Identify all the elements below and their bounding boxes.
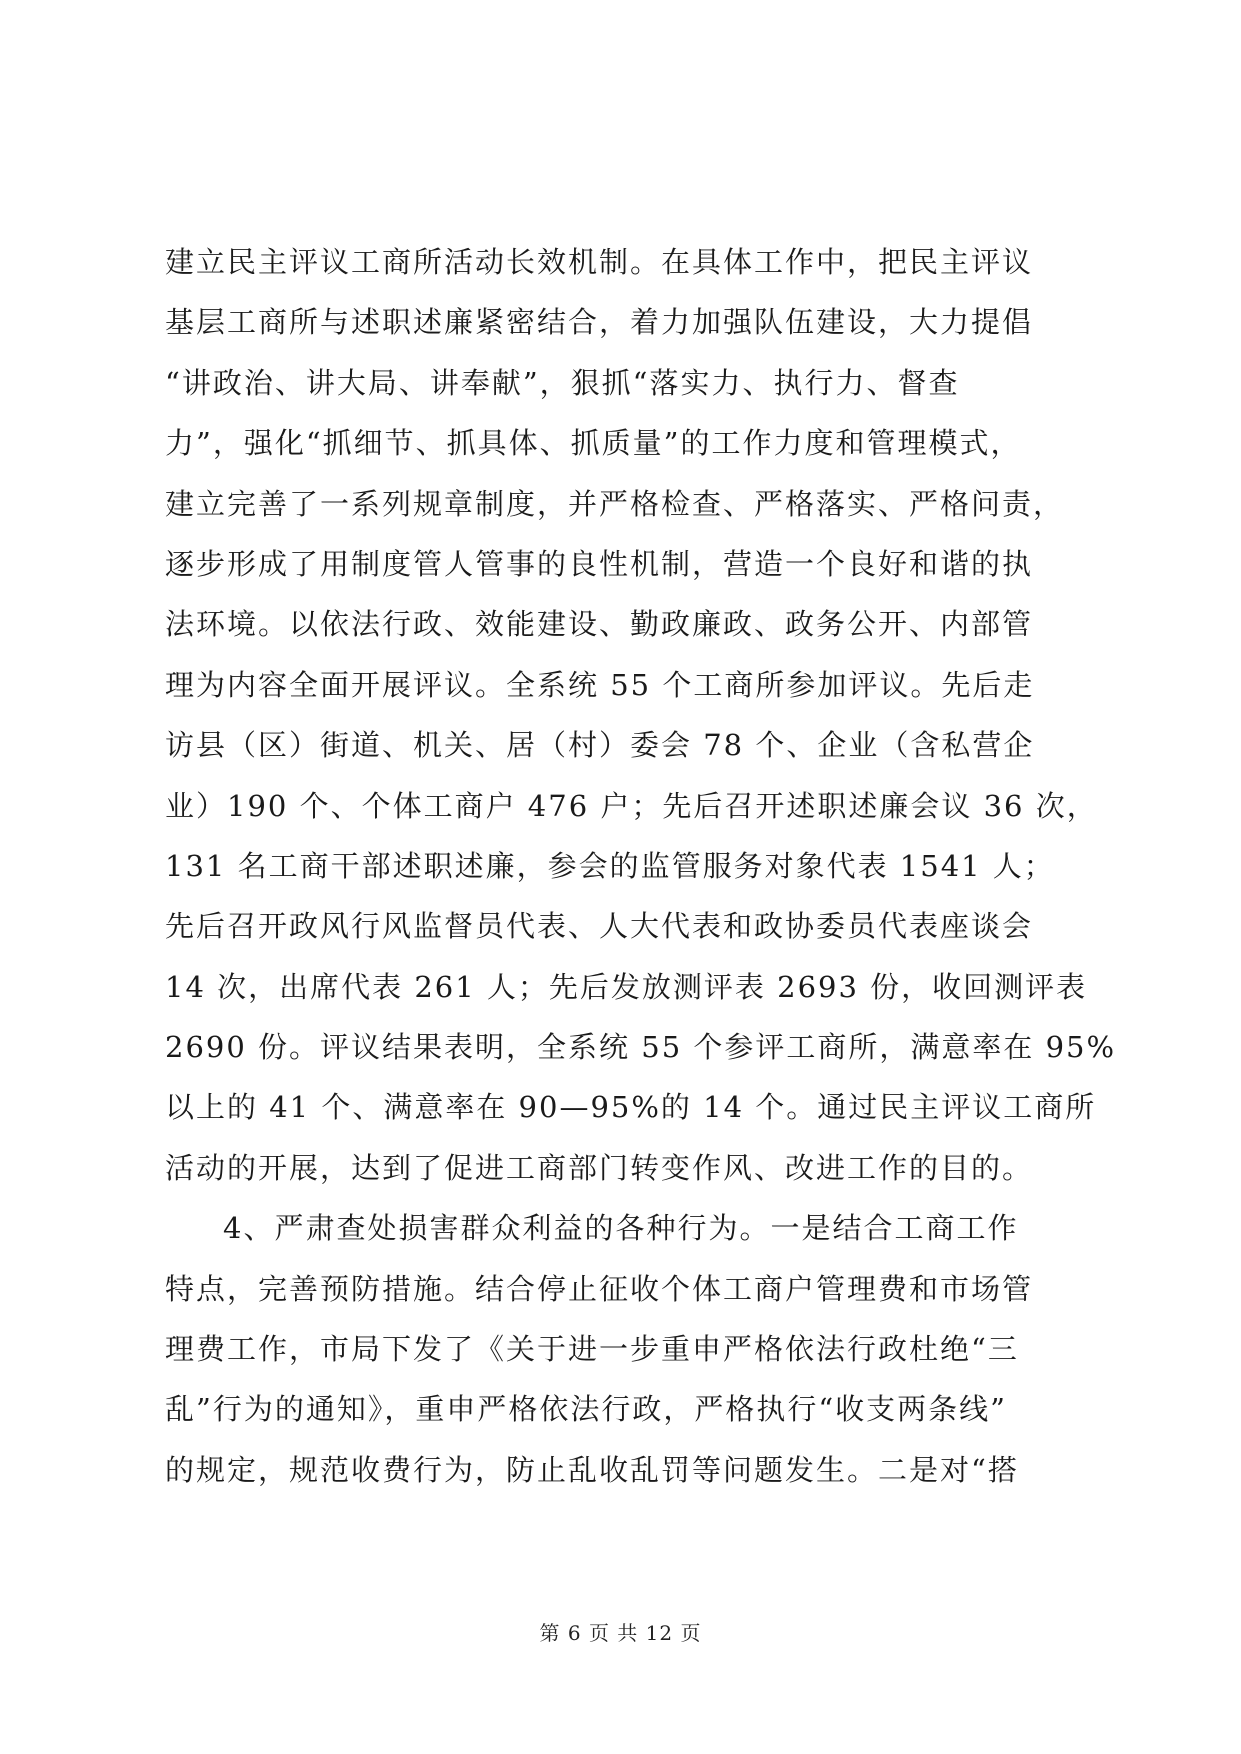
text-line: 131 名工商干部述职述廉，参会的监管服务对象代表 1541 人； xyxy=(165,848,1055,883)
text-line: “讲政治、讲大局、讲奉献”，狠抓“落实力、执行力、督查 xyxy=(165,365,960,400)
text-line: 建立民主评议工商所活动长效机制。在具体工作中，把民主评议 xyxy=(165,245,1034,279)
text-line: 14 次，出席代表 261 人；先后发放测评表 2693 份，收回测评表 xyxy=(165,969,1088,1004)
text-line: 乱”行为的通知》，重申严格依法行政，严格执行“收支两条线” xyxy=(165,1392,1007,1427)
page-number-footer: 第 6 页 共 12 页 xyxy=(539,1621,702,1645)
text-line: 业）190 个、个体工商户 476 户；先后召开述职述廉会议 36 次， xyxy=(165,788,1098,823)
text-line: 以上的 41 个、满意率在 90—95%的 14 个。通过民主评议工商所 xyxy=(165,1090,1097,1125)
text-line: 建立完善了一系列规章制度，并严格检查、严格落实、严格问责， xyxy=(165,486,1065,521)
text-line: 的规定，规范收费行为，防止乱收乱罚等问题发生。二是对“搭 xyxy=(165,1452,1019,1487)
text-line: 先后召开政风行风监督员代表、人大代表和政协委员代表座谈会 xyxy=(165,909,1034,944)
text-line: 基层工商所与述职述廉紧密结合，着力加强队伍建设，大力提倡 xyxy=(165,305,1034,340)
text-line: 活动的开展，达到了促进工商部门转变作风、改进工作的目的。 xyxy=(165,1150,1034,1185)
text-line: 法环境。以依法行政、效能建设、勤政廉政、政务公开、内部管 xyxy=(165,607,1034,642)
text-line: 2690 份。评议结果表明，全系统 55 个参评工商所，满意率在 95% xyxy=(165,1030,1117,1065)
body-text xyxy=(165,232,1117,1500)
text-line: 逐步形成了用制度管人管事的良性机制，营造一个良好和谐的执 xyxy=(165,546,1034,581)
text-line: 理费工作，市局下发了《关于进一步重申严格依法行政杜绝“三 xyxy=(165,1332,1019,1367)
text-line: 理为内容全面开展评议。全系统 55 个工商所参加评议。先后走 xyxy=(165,667,1035,702)
text-line: 访县（区）街道、机关、居（村）委会 78 个、企业（含私营企 xyxy=(165,728,1035,763)
paragraph-start-line: 4、严肃查处损害群众利益的各种行为。一是结合工商工作 xyxy=(223,1211,1019,1246)
text-line: 特点，完善预防措施。结合停止征收个体工商户管理费和市场管 xyxy=(165,1271,1034,1306)
text-line: 力”，强化“抓细节、抓具体、抓质量”的工作力度和管理模式， xyxy=(165,426,1022,461)
